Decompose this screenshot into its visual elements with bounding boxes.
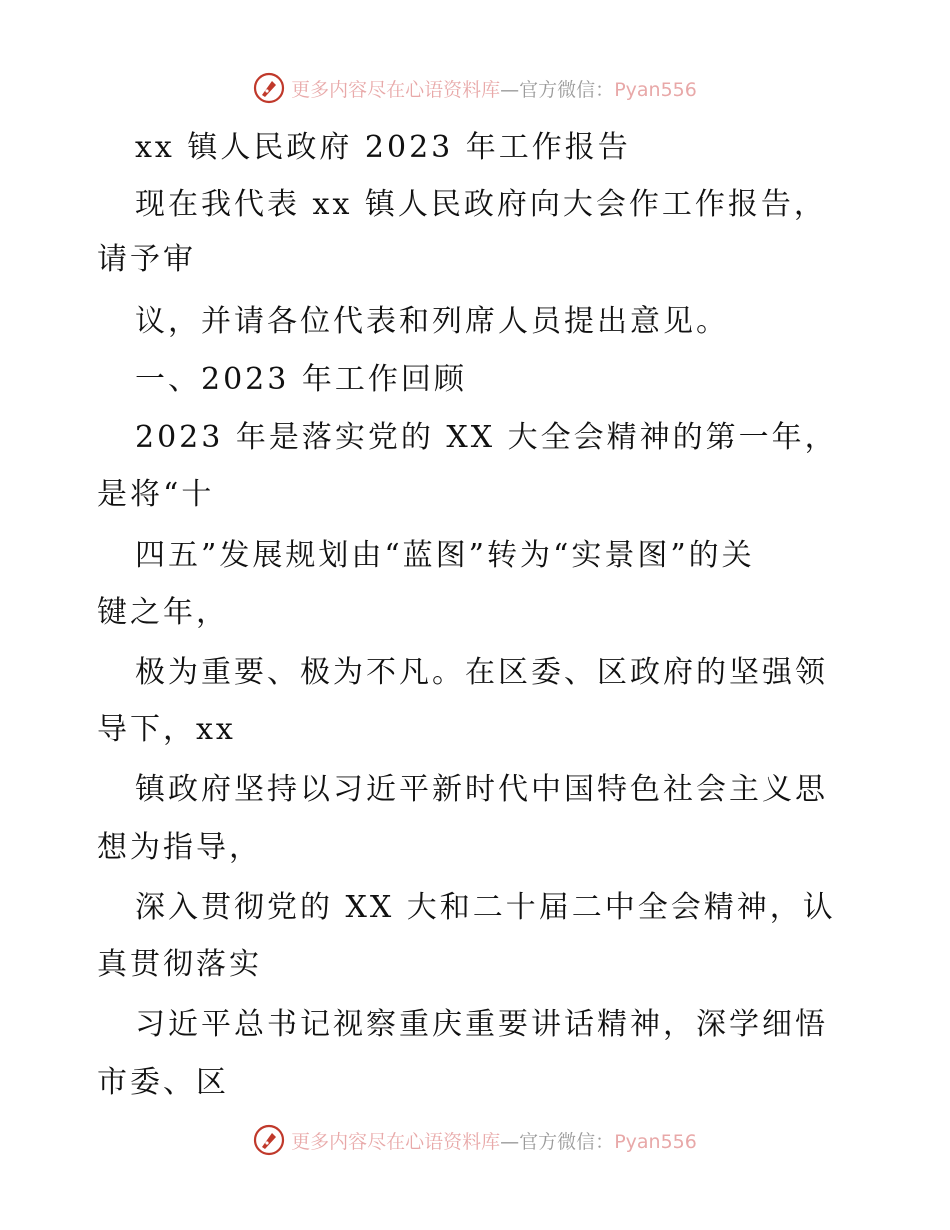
header-watermark — [0, 72, 950, 104]
watermark-separator: — — [500, 1130, 520, 1153]
paragraph-line: 四五”发展规划由“蓝图”转为“实景图”的关 — [135, 538, 755, 573]
paragraph-line: 2023 年是落实党的 XX 大全会精神的第一年， — [135, 420, 838, 455]
watermark-wechat-label: 官方微信： — [519, 1130, 615, 1153]
watermark-wechat-id: Pyan556 — [614, 78, 697, 101]
watermark-separator: — — [500, 78, 520, 101]
watermark-brand: 更多内容尽在心语资料库 — [291, 1130, 501, 1153]
paragraph-line: 市委、区 — [97, 1065, 229, 1100]
section-heading: 一、2023 年工作回顾 — [135, 362, 467, 397]
pen-nib-logo-icon — [253, 1124, 285, 1156]
paragraph-line: 习近平总书记视察重庆重要讲话精神，深学细悟 — [135, 1007, 828, 1042]
paragraph-line: 导下，xx — [97, 712, 236, 747]
paragraph-line: 是将“十 — [97, 477, 215, 512]
paragraph-line: 真贯彻落实 — [97, 947, 262, 982]
paragraph-line: 键之年， — [97, 595, 229, 630]
document-title: xx 镇人民政府 2023 年工作报告 — [135, 130, 631, 165]
watermark-brand: 更多内容尽在心语资料库 — [291, 78, 501, 101]
paragraph-line: 镇政府坚持以习近平新时代中国特色社会主义思 — [135, 772, 828, 807]
paragraph-line: 深入贯彻党的 XX 大和二十届二中全会精神，认 — [135, 890, 836, 925]
footer-watermark — [0, 1124, 950, 1156]
watermark-wechat-label: 官方微信： — [519, 78, 615, 101]
paragraph-line: 请予审 — [97, 242, 196, 277]
paragraph-line: 极为重要、极为不凡。在区委、区政府的坚强领 — [135, 655, 828, 690]
watermark-wechat-id: Pyan556 — [614, 1130, 697, 1153]
pen-nib-logo-icon — [253, 72, 285, 104]
paragraph-line: 想为指导， — [97, 830, 262, 865]
paragraph-line: 现在我代表 xx 镇人民政府向大会作工作报告， — [135, 187, 827, 222]
paragraph-line: 议，并请各位代表和列席人员提出意见。 — [135, 304, 729, 339]
